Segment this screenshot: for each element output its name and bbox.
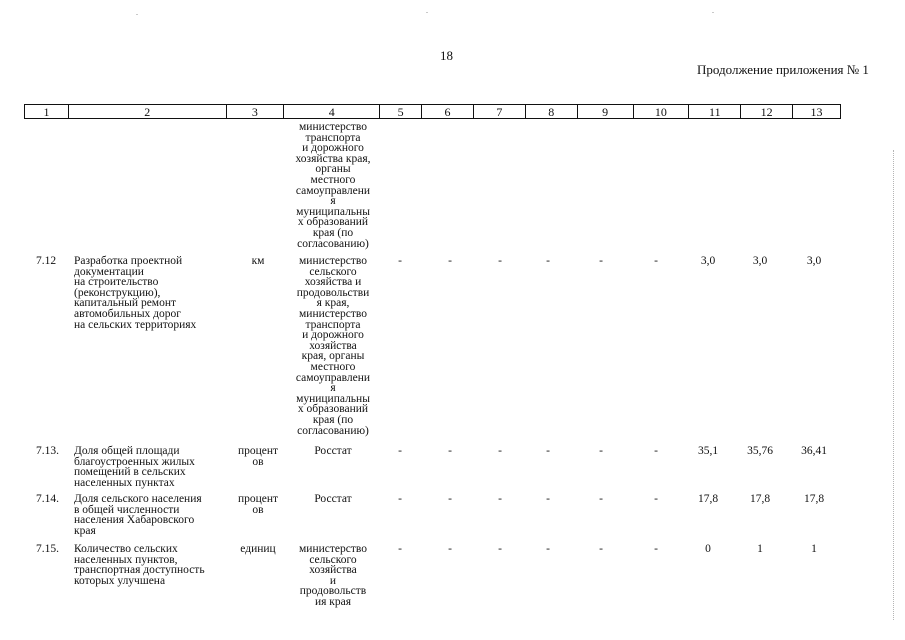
table-header-row <box>24 104 841 119</box>
header-col-5: 5 <box>380 105 422 118</box>
executor: Росстат <box>314 445 352 457</box>
scan-speck <box>426 12 428 13</box>
col12-value: 3,0 <box>752 255 768 267</box>
executor: министерство сельского хозяйства и продовольств ия края <box>299 543 367 608</box>
col7-value: - <box>498 543 502 555</box>
col8-value: - <box>546 445 550 457</box>
scan-speck <box>136 14 138 15</box>
col6-value: - <box>448 493 452 505</box>
col5-value: - <box>398 493 402 505</box>
header-col-8: 8 <box>526 105 578 118</box>
col11-value: 3,0 <box>700 255 716 267</box>
header-col-3: 3 <box>227 105 285 118</box>
col5-value: - <box>398 543 402 555</box>
header-col-6: 6 <box>422 105 474 118</box>
header-col-11: 11 <box>689 105 741 118</box>
col6-value: - <box>448 543 452 555</box>
col13-value: 3,0 <box>806 255 822 267</box>
col13-value: 17,8 <box>803 493 825 505</box>
executor: Росстат <box>314 493 352 505</box>
col9-value: - <box>599 493 603 505</box>
header-col-12: 12 <box>741 105 793 118</box>
unit: процент ов <box>237 493 279 516</box>
continued-executor: министерство транспорта и дорожного хозяйства края, органы местного самоуправлени я муниципальны х образований края (по согласованию) <box>295 121 371 250</box>
col6-value: - <box>448 255 452 267</box>
scan-edge-dots <box>893 150 895 620</box>
page-number: 18 <box>440 48 453 63</box>
col13-value: 36,41 <box>801 445 827 457</box>
header-col-4: 4 <box>284 105 380 118</box>
col9-value: - <box>599 543 603 555</box>
indicator-name: Доля общей площади благоустроенных жилых помещений в сельских населенных пунктах <box>74 445 195 489</box>
header-col-10: 10 <box>634 105 690 118</box>
col5-value: - <box>398 445 402 457</box>
col7-value: - <box>498 445 502 457</box>
row-number: 7.14. <box>36 493 59 505</box>
unit: единиц <box>240 543 276 555</box>
col9-value: - <box>599 255 603 267</box>
header-col-2: 2 <box>69 105 227 118</box>
row-number: 7.15. <box>36 543 59 555</box>
indicator-name: Разработка проектной документации на строительство (реконструкцию), капитальный ремонт автомобильных дорог на сельских территориях <box>74 255 197 331</box>
col9-value: - <box>599 445 603 457</box>
col12-value: 17,8 <box>749 493 771 505</box>
executor: министерство сельского хозяйства и продовольстви я края, министерство транспорта и дорожного хозяйства края, органы местного самоуправлени я муниципальны х образований края (по согласованию) <box>295 255 371 437</box>
scan-speck <box>712 12 714 13</box>
col10-value: - <box>654 445 658 457</box>
col11-value: 17,8 <box>697 493 719 505</box>
col5-value: - <box>398 255 402 267</box>
col7-value: - <box>498 255 502 267</box>
continuation-label: Продолжение приложения № 1 <box>697 62 869 77</box>
indicator-name: Доля сельского населения в общей численности населения Хабаровского края <box>74 493 202 537</box>
col10-value: - <box>654 543 658 555</box>
unit: процент ов <box>237 445 279 468</box>
header-col-13: 13 <box>810 105 823 119</box>
col8-value: - <box>546 543 550 555</box>
col8-value: - <box>546 255 550 267</box>
header-col-7: 7 <box>474 105 526 118</box>
header-col-9: 9 <box>578 105 634 118</box>
row-number: 7.13. <box>36 445 59 457</box>
col12-value: 35,76 <box>747 445 773 457</box>
col11-value: 0 <box>705 543 711 555</box>
col7-value: - <box>498 493 502 505</box>
col10-value: - <box>654 493 658 505</box>
col8-value: - <box>546 493 550 505</box>
col12-value: 1 <box>757 543 763 555</box>
col13-value: 1 <box>811 543 817 555</box>
unit: км <box>251 255 265 267</box>
col11-value: 35,1 <box>697 445 719 457</box>
row-number: 7.12 <box>36 255 57 267</box>
col6-value: - <box>448 445 452 457</box>
col10-value: - <box>654 255 658 267</box>
header-col-1: 1 <box>25 105 69 118</box>
indicator-name: Количество сельских населенных пунктов, транспортная доступность которых улучшена <box>74 543 205 587</box>
